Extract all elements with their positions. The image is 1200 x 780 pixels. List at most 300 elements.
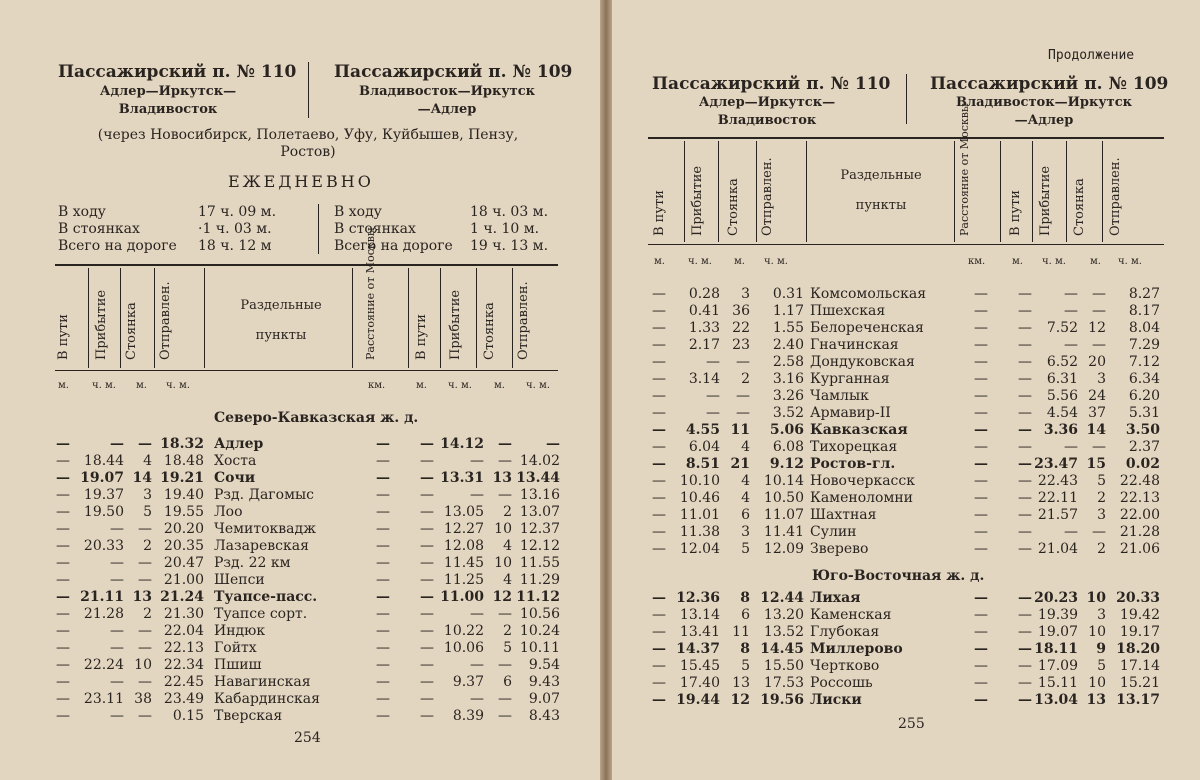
station-name: Новочеркасск <box>810 473 915 489</box>
table-row <box>612 490 1200 507</box>
table-row <box>612 524 1200 541</box>
cell-stop: 12 <box>730 692 750 708</box>
col-header-arrival: Прибытие <box>690 165 705 236</box>
col-separator <box>684 141 685 242</box>
unit-label: м. <box>136 380 147 391</box>
train-109-title: Пассажирский п. № 109 <box>930 74 1169 94</box>
cell-arrival-2: 6.52 <box>1046 354 1078 370</box>
cell-arrival-2: — <box>470 606 484 622</box>
cell-in-transit: — <box>652 658 666 674</box>
cell-arrival-2: 17.09 <box>1037 658 1078 674</box>
cell-in-transit-2: — <box>1018 473 1032 489</box>
table-row <box>612 320 1200 337</box>
cell-departure: 19.21 <box>160 470 204 486</box>
cell-departure: 1.17 <box>772 303 804 319</box>
cell-stop-2: 10 <box>1088 624 1106 640</box>
cell-departure-2: 20.33 <box>1116 590 1160 606</box>
station-name: Комсомольская <box>810 286 927 302</box>
cell-distance: — <box>376 504 390 520</box>
cell-in-transit-2: — <box>1018 641 1032 657</box>
cell-departure: 20.20 <box>163 521 204 537</box>
station-name: Россошь <box>810 675 873 691</box>
cell-departure-2: 22.13 <box>1119 490 1160 506</box>
table-row <box>0 504 600 521</box>
cell-departure-2: 9.43 <box>528 674 560 690</box>
cell-in-transit: — <box>652 320 666 336</box>
cell-stop-2: 5 <box>1097 658 1106 674</box>
unit-label: м. <box>654 256 665 267</box>
station-name: Индюк <box>214 623 266 639</box>
cell-departure-2: 19.42 <box>1119 607 1160 623</box>
unit-label: ч. м. <box>448 380 472 391</box>
cell-arrival: 1.33 <box>688 320 720 336</box>
cell-departure-2: 6.34 <box>1128 371 1160 387</box>
cell-in-transit: — <box>56 708 70 724</box>
cell-stop-2: — <box>1092 337 1106 353</box>
cell-in-transit-2: — <box>1018 490 1032 506</box>
station-name: Дондуковская <box>810 354 915 370</box>
table-row <box>612 371 1200 388</box>
cell-stop: 11 <box>730 422 750 438</box>
cell-in-transit-2: — <box>420 708 434 724</box>
station-name: Миллерово <box>810 641 903 657</box>
col-header-in-transit-2: В пути <box>414 314 429 360</box>
cell-departure: 14.45 <box>760 641 804 657</box>
unit-label: м. <box>416 380 427 391</box>
cell-departure: 10.50 <box>763 490 804 506</box>
cell-distance: — <box>376 640 390 656</box>
cell-arrival: 11.01 <box>679 507 720 523</box>
cell-distance: — <box>974 371 988 387</box>
cell-distance: — <box>974 422 988 438</box>
cell-departure-2: 9.54 <box>528 657 560 673</box>
table-row <box>0 521 600 538</box>
cell-arrival: — <box>110 623 124 639</box>
cell-arrival: 4.55 <box>685 422 720 438</box>
cell-in-transit-2: — <box>420 436 434 452</box>
cell-departure: 18.48 <box>163 453 204 469</box>
cell-stop-2: 4 <box>503 572 512 588</box>
table-row <box>612 439 1200 456</box>
units-row <box>612 256 1200 270</box>
cell-distance: — <box>376 623 390 639</box>
cell-departure-2: 13.16 <box>519 487 560 503</box>
col-header-departure-2: Отправлен. <box>1108 157 1123 236</box>
header-divider <box>308 62 309 118</box>
cell-stop-2: 10 <box>1086 590 1106 606</box>
cell-stop: 4 <box>143 453 152 469</box>
table-row <box>0 691 600 708</box>
cell-arrival-2: 13.04 <box>1034 692 1078 708</box>
cell-departure-2: 12.12 <box>519 538 560 554</box>
station-name: Каменоломни <box>810 490 913 506</box>
station-name: Сочи <box>214 470 256 486</box>
cell-in-transit: — <box>652 354 666 370</box>
cell-arrival-2: — <box>470 487 484 503</box>
cell-distance: — <box>974 507 988 523</box>
cell-stop: 8 <box>740 590 750 606</box>
cell-stop: 3 <box>741 524 750 540</box>
cell-arrival-2: — <box>1064 303 1078 319</box>
cell-arrival: 12.04 <box>679 541 720 557</box>
cell-stop: 5 <box>143 504 152 520</box>
cell-departure-2: 8.17 <box>1128 303 1160 319</box>
cell-arrival: — <box>110 674 124 690</box>
cell-stop-2: 12 <box>492 589 512 605</box>
cell-arrival: 13.14 <box>679 607 720 623</box>
cell-distance: — <box>974 541 988 557</box>
cell-arrival: 2.17 <box>688 337 720 353</box>
cell-stop-2: — <box>498 708 512 724</box>
cell-arrival: 12.36 <box>676 590 720 606</box>
cell-arrival-2: 13.31 <box>440 470 484 486</box>
table-row <box>612 658 1200 675</box>
cell-stop-2: 3 <box>1097 607 1106 623</box>
cell-departure: 15.50 <box>763 658 804 674</box>
col-separator <box>352 268 353 368</box>
cell-stop-2: — <box>1092 286 1106 302</box>
table-header-rule <box>648 244 1164 245</box>
cell-departure: 3.52 <box>772 405 804 421</box>
table-row <box>612 354 1200 371</box>
station-name: Тверская <box>214 708 283 724</box>
unit-label: м. <box>494 380 505 391</box>
cell-stop-2: 5 <box>503 640 512 656</box>
table-row <box>612 607 1200 624</box>
cell-arrival: — <box>110 640 124 656</box>
cell-stop-2: 3 <box>1097 507 1106 523</box>
cell-departure: 17.53 <box>763 675 804 691</box>
col-separator <box>1032 141 1033 242</box>
station-name: Зверево <box>810 541 869 557</box>
station-name: Армавир-II <box>810 405 891 421</box>
cell-in-transit: — <box>652 524 666 540</box>
cell-stop-2: 6 <box>503 674 512 690</box>
cell-distance: — <box>376 538 390 554</box>
cell-in-transit-2: — <box>1018 354 1032 370</box>
table-row <box>0 436 600 453</box>
train-110-title: Пассажирский п. № 110 <box>652 74 891 94</box>
cell-in-transit-2: — <box>420 538 434 554</box>
cell-arrival: 21.11 <box>80 589 124 605</box>
cell-stop-2: 15 <box>1086 456 1106 472</box>
header-divider <box>906 74 907 124</box>
cell-stop: — <box>736 405 750 421</box>
cell-in-transit-2: — <box>420 453 434 469</box>
cell-arrival-2: 8.39 <box>452 708 484 724</box>
cell-arrival: — <box>110 708 124 724</box>
station-name: Белореченская <box>810 320 924 336</box>
cell-arrival-2: 18.11 <box>1034 641 1078 657</box>
cell-in-transit: — <box>652 388 666 404</box>
cell-distance: — <box>376 657 390 673</box>
cell-arrival: 3.14 <box>688 371 720 387</box>
cell-arrival: 10.10 <box>679 473 720 489</box>
table-row <box>612 541 1200 558</box>
cell-distance: — <box>974 320 988 336</box>
train-109-route-line1: Владивосток—Иркутск <box>955 95 1133 110</box>
cell-stop-2: 2 <box>1097 541 1106 557</box>
summary-value: ·1 ч. 03 м. <box>198 221 272 237</box>
cell-arrival: — <box>110 555 124 571</box>
cell-in-transit-2: — <box>1018 541 1032 557</box>
page-number: 254 <box>294 730 321 746</box>
summary-value: 19 ч. 13 м. <box>470 238 549 254</box>
cell-departure: 21.30 <box>163 606 204 622</box>
cell-in-transit-2: — <box>420 521 434 537</box>
cell-arrival: 15.45 <box>679 658 720 674</box>
cell-departure-2: 13.17 <box>1116 692 1160 708</box>
cell-stop-2: — <box>498 436 512 452</box>
cell-in-transit: — <box>652 590 666 606</box>
summary-value: 18 ч. 12 м <box>198 238 272 254</box>
cell-stop-2: — <box>1092 439 1106 455</box>
cell-arrival: 21.28 <box>83 606 124 622</box>
station-name: Ростов-гл. <box>810 456 896 472</box>
daily-label: ЕЖЕДНЕВНО <box>228 172 374 191</box>
cell-departure-2: 18.20 <box>1116 641 1160 657</box>
section-south-east: Юго-Восточная ж. д. <box>812 568 985 584</box>
station-name: Шахтная <box>810 507 877 523</box>
cell-arrival-2: — <box>1064 524 1078 540</box>
cell-in-transit: — <box>652 286 666 302</box>
cell-departure: 19.56 <box>760 692 804 708</box>
cell-in-transit: — <box>56 623 70 639</box>
cell-departure-2: 10.24 <box>519 623 560 639</box>
cell-departure: 3.16 <box>772 371 804 387</box>
table-row <box>0 657 600 674</box>
cell-arrival-2: 14.12 <box>440 436 484 452</box>
table-top-rule <box>55 264 558 266</box>
col-header-points-line2: пункты <box>855 198 907 213</box>
cell-stop: — <box>138 521 152 537</box>
col-separator <box>718 141 719 242</box>
col-header-stop-2: Стоянка <box>482 302 497 360</box>
cell-in-transit: — <box>652 507 666 523</box>
col-separator <box>476 268 477 368</box>
cell-arrival-2: — <box>1064 337 1078 353</box>
station-name: Лоо <box>214 504 243 520</box>
cell-in-transit: — <box>652 624 666 640</box>
cell-stop: — <box>138 436 152 452</box>
cell-in-transit: — <box>652 641 666 657</box>
col-header-stop: Стоянка <box>124 302 139 360</box>
station-name: Гначинская <box>810 337 899 353</box>
cell-in-transit: — <box>56 691 70 707</box>
cell-in-transit-2: — <box>420 470 434 486</box>
cell-distance: — <box>974 607 988 623</box>
cell-stop: — <box>138 708 152 724</box>
cell-stop-2: 10 <box>494 521 512 537</box>
cell-stop-2: 5 <box>1097 473 1106 489</box>
cell-departure-2: 5.31 <box>1128 405 1160 421</box>
cell-departure: 12.09 <box>763 541 804 557</box>
cell-in-transit-2: — <box>1018 405 1032 421</box>
cell-departure: 22.45 <box>163 674 204 690</box>
cell-arrival-2: 12.27 <box>443 521 484 537</box>
cell-arrival: 19.50 <box>83 504 124 520</box>
cell-departure-2: 10.11 <box>519 640 560 656</box>
cell-arrival: 18.44 <box>83 453 124 469</box>
station-name: Навагинская <box>214 674 311 690</box>
cell-stop-2: 2 <box>503 504 512 520</box>
table-row <box>0 606 600 623</box>
cell-departure-2: 21.06 <box>1119 541 1160 557</box>
cell-departure-2: 8.04 <box>1128 320 1160 336</box>
cell-stop: 13 <box>732 675 750 691</box>
cell-in-transit-2: — <box>1018 590 1032 606</box>
cell-arrival: 22.24 <box>83 657 124 673</box>
cell-arrival-2: 22.43 <box>1037 473 1078 489</box>
cell-departure: 20.47 <box>163 555 204 571</box>
cell-departure-2: 8.43 <box>528 708 560 724</box>
train-109-route-line2: —Адлер <box>417 102 477 117</box>
col-separator <box>1066 141 1067 242</box>
cell-in-transit-2: — <box>420 640 434 656</box>
unit-label: м. <box>1090 256 1101 267</box>
station-name: Хоста <box>214 453 257 469</box>
cell-stop: 4 <box>741 490 750 506</box>
cell-departure: 19.40 <box>163 487 204 503</box>
unit-label: м. <box>58 380 69 391</box>
cell-in-transit-2: — <box>1018 524 1032 540</box>
cell-in-transit: — <box>56 572 70 588</box>
station-name: Сулин <box>810 524 857 540</box>
table-row <box>612 337 1200 354</box>
cell-stop-2: 3 <box>1097 371 1106 387</box>
cell-arrival-2: — <box>470 453 484 469</box>
cell-distance: — <box>974 658 988 674</box>
cell-arrival-2: 12.08 <box>443 538 484 554</box>
cell-in-transit: — <box>56 640 70 656</box>
cell-in-transit: — <box>652 405 666 421</box>
cell-distance: — <box>974 641 988 657</box>
summary-label: Всего на дороге <box>334 238 453 254</box>
cell-in-transit: — <box>652 692 666 708</box>
table-row <box>612 590 1200 607</box>
col-separator <box>120 268 121 368</box>
cell-arrival: 8.51 <box>685 456 720 472</box>
cell-arrival-2: 22.11 <box>1037 490 1078 506</box>
cell-stop-2: 12 <box>1088 320 1106 336</box>
cell-departure-2: 11.12 <box>516 589 560 605</box>
cell-stop-2: 13 <box>492 470 512 486</box>
col-header-departure: Отправлен. <box>158 281 173 360</box>
cell-distance: — <box>974 524 988 540</box>
section-north-caucasus: Северо-Кавказская ж. д. <box>214 410 419 426</box>
table-row <box>612 473 1200 490</box>
train-110-title: Пассажирский п. № 110 <box>58 62 297 82</box>
cell-departure-2: 17.14 <box>1119 658 1160 674</box>
cell-distance: — <box>376 708 390 724</box>
cell-in-transit-2: — <box>420 657 434 673</box>
cell-departure-2: 22.00 <box>1119 507 1160 523</box>
table-row <box>0 640 600 657</box>
cell-in-transit-2: — <box>420 589 434 605</box>
cell-in-transit-2: — <box>1018 692 1032 708</box>
table-row <box>612 507 1200 524</box>
cell-stop-2: — <box>498 606 512 622</box>
cell-in-transit-2: — <box>1018 303 1032 319</box>
cell-departure: 9.12 <box>769 456 804 472</box>
cell-departure: 20.35 <box>163 538 204 554</box>
cell-stop: — <box>138 572 152 588</box>
cell-departure: 2.58 <box>772 354 804 370</box>
cell-stop: — <box>736 354 750 370</box>
cell-arrival: 19.44 <box>676 692 720 708</box>
station-name: Тихорецкая <box>810 439 898 455</box>
unit-label: ч. м. <box>526 380 550 391</box>
cell-arrival-2: — <box>470 657 484 673</box>
cell-in-transit: — <box>56 453 70 469</box>
unit-label: км. <box>968 256 986 267</box>
cell-in-transit: — <box>56 555 70 571</box>
summary-label: В стоянках <box>58 221 140 237</box>
via-note-line2: Ростов) <box>280 144 336 160</box>
cell-arrival: 10.46 <box>679 490 720 506</box>
cell-in-transit: — <box>652 456 666 472</box>
cell-stop: 5 <box>741 658 750 674</box>
cell-in-transit: — <box>652 439 666 455</box>
summary-110-row <box>58 204 298 221</box>
table-row <box>0 453 600 470</box>
cell-arrival-2: 15.11 <box>1037 675 1078 691</box>
cell-distance: — <box>974 439 988 455</box>
cell-departure-2: 14.02 <box>519 453 560 469</box>
unit-label: ч. м. <box>1118 256 1142 267</box>
table-row <box>612 303 1200 320</box>
cell-departure: 0.31 <box>772 286 804 302</box>
cell-in-transit: — <box>56 487 70 503</box>
continuation-label: Продолжение <box>1048 48 1135 63</box>
unit-label: ч. м. <box>92 380 116 391</box>
cell-in-transit-2: — <box>1018 439 1032 455</box>
cell-in-transit: — <box>652 303 666 319</box>
cell-in-transit: — <box>56 436 70 452</box>
cell-distance: — <box>376 521 390 537</box>
cell-arrival: 0.28 <box>688 286 720 302</box>
cell-distance: — <box>974 675 988 691</box>
cell-in-transit: — <box>652 490 666 506</box>
cell-departure-2: 22.48 <box>1119 473 1160 489</box>
cell-arrival: 11.38 <box>679 524 720 540</box>
cell-departure-2: 19.17 <box>1119 624 1160 640</box>
cell-in-transit-2: — <box>420 504 434 520</box>
col-header-arrival: Прибытие <box>94 289 109 360</box>
cell-in-transit: — <box>56 674 70 690</box>
cell-distance: — <box>376 572 390 588</box>
cell-stop: 3 <box>143 487 152 503</box>
cell-arrival-2: 4.54 <box>1046 405 1078 421</box>
table-header-rule <box>55 370 558 371</box>
cell-in-transit: — <box>652 607 666 623</box>
cell-arrival-2: 21.57 <box>1037 507 1078 523</box>
cell-in-transit: — <box>56 538 70 554</box>
cell-in-transit-2: — <box>1018 624 1032 640</box>
cell-departure: 13.20 <box>763 607 804 623</box>
col-separator <box>204 268 205 368</box>
cell-departure-2: 7.29 <box>1128 337 1160 353</box>
cell-in-transit: — <box>652 422 666 438</box>
cell-stop-2: 2 <box>503 623 512 639</box>
summary-label: В ходу <box>334 204 382 220</box>
col-header-points-line1: Раздельные <box>840 168 922 183</box>
cell-arrival: 19.37 <box>83 487 124 503</box>
col-separator <box>1102 141 1103 242</box>
station-name: Лиски <box>810 692 862 708</box>
cell-in-transit-2: — <box>420 674 434 690</box>
cell-arrival-2: 20.23 <box>1034 590 1078 606</box>
